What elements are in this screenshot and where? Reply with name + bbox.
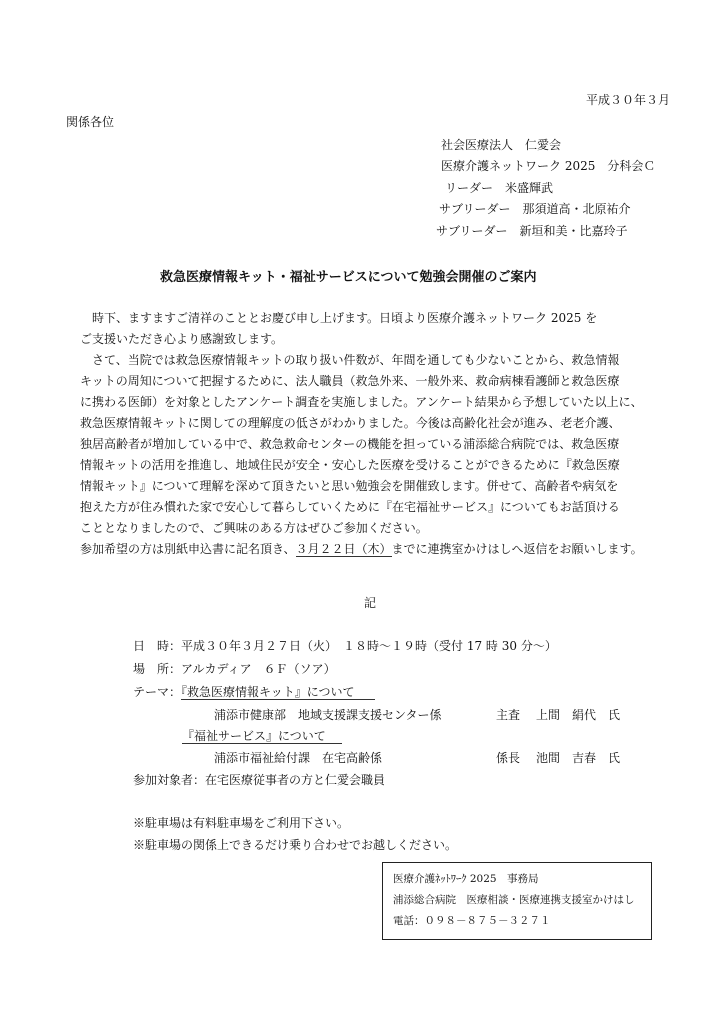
deadline-line bbox=[80, 541, 643, 557]
theme-2-line bbox=[182, 728, 342, 744]
body-line: 時下、ますますご清祥のこととお慶び申し上げます。日頃より医療介護ネットワーク 2025 を bbox=[80, 311, 598, 325]
theme-label: テーマ： bbox=[133, 685, 182, 699]
sender-organization: 社会医療法人 仁愛会 bbox=[441, 138, 562, 152]
addressee: 関係各位 bbox=[66, 115, 115, 129]
detail-datetime bbox=[133, 638, 557, 654]
detail-place bbox=[133, 661, 336, 677]
body-line: こととなりましたので、ご興味のある方はぜひご参加ください。 bbox=[80, 521, 428, 535]
document-date: 平成３０年３月 bbox=[586, 93, 671, 107]
contact-box bbox=[382, 862, 652, 940]
speaker-1-title: 主査 bbox=[496, 708, 521, 722]
parking-note-2: ※駐車場の関係上できるだけ乗り合わせでお越しください。 bbox=[133, 838, 458, 852]
body-line: キットの周知について把握するために、法人職員（救急外来、一般外来、救命病棟看護師と救急医療 bbox=[80, 374, 620, 388]
speaker-2-title: 係長 bbox=[496, 751, 521, 765]
speaker-2-org: 浦添市福祉給付課 在宅高齢係 bbox=[214, 751, 383, 765]
speaker-2-name: 池間 吉春 氏 bbox=[536, 751, 621, 765]
body-line: 抱えた方が住み慣れた家で安心して暮らしていくために『在宅福祉サービス』についてもお話頂ける bbox=[80, 500, 620, 514]
detail-theme bbox=[133, 684, 375, 700]
contact-phone: 電話：０９８－８７５－３２７１ bbox=[393, 915, 551, 927]
target-label: 参加対象者： bbox=[133, 773, 206, 787]
ki-heading: 記 bbox=[364, 596, 377, 610]
sender-network: 医療介護ネットワーク 2025 分科会Ｃ bbox=[441, 159, 656, 173]
document-title: 救急医療情報キット・福祉サービスについて勉強会開催のご案内 bbox=[160, 270, 537, 285]
body-line: ご支援いただき心より感謝致します。 bbox=[80, 332, 284, 346]
datetime-label: 日 時： bbox=[133, 639, 182, 653]
speaker-1-org: 浦添市健康部 地域支援課支援センター係 bbox=[214, 708, 442, 722]
deadline-date: ３月２２日（木） bbox=[295, 542, 392, 556]
deadline-suffix: までに連携室かけはしへ返信をお願いします。 bbox=[391, 542, 643, 556]
target-value: 在宅医療従事者の方と仁愛会職員 bbox=[205, 773, 386, 787]
body-line: 情報キット』について理解を深めて頂きたいと思い勉強会を開催致します。併せて、高齢者や病気を bbox=[80, 479, 619, 493]
contact-department: 浦添総合病院 医療相談・医療連携支援室かけはし bbox=[393, 894, 635, 906]
contact-office: 医療介護ﾈｯﾄﾜｰｸ 2025 事務局 bbox=[393, 873, 539, 885]
parking-note-1: ※駐車場は有料駐車場をご利用下さい。 bbox=[133, 816, 350, 830]
body-line: さて、当院では救急医療情報キットの取り扱い件数が、年間を通しても少ないことから、救急情報 bbox=[80, 353, 620, 367]
theme-1: 『救急医療情報キット』について bbox=[181, 685, 375, 700]
theme-2: 『福祉サービス』について bbox=[182, 729, 342, 744]
speaker-1-name: 上間 絹代 氏 bbox=[536, 708, 621, 722]
detail-target bbox=[133, 772, 385, 788]
body-line: 救急医療情報キットに関しての理解度の低さがわかりました。今後は高齢化社会が進み、老老介護、 bbox=[80, 416, 621, 430]
sender-leader: リーダー 米盛輝武 bbox=[445, 181, 554, 195]
body-line: 独居高齢者が増加している中で、救急救命センターの機能を担っている浦添総合病院では、救急医療 bbox=[80, 437, 620, 451]
sender-subleader-1: サブリーダー 那須道高・北原祐介 bbox=[439, 202, 631, 216]
place-label: 場 所： bbox=[133, 662, 182, 676]
place-value: アルカディア ６Ｆ（ソア） bbox=[181, 662, 336, 676]
sender-subleader-2: サブリーダー 新垣和美・比嘉玲子 bbox=[436, 224, 628, 238]
datetime-value: 平成３０年３月２７日（火） １８時～１９時（受付 17 時 30 分～） bbox=[181, 639, 557, 653]
body-line: に携わる医師）を対象としたアンケート調査を実施しました。アンケート結果から予想していた以上に、 bbox=[80, 395, 643, 409]
body-line: 情報キットの活用を推進し、地域住民が安全・安心した医療を受けることができるために『救急医療 bbox=[80, 458, 620, 472]
deadline-prefix: 参加希望の方は別紙申込書に記名頂き、 bbox=[80, 542, 296, 556]
